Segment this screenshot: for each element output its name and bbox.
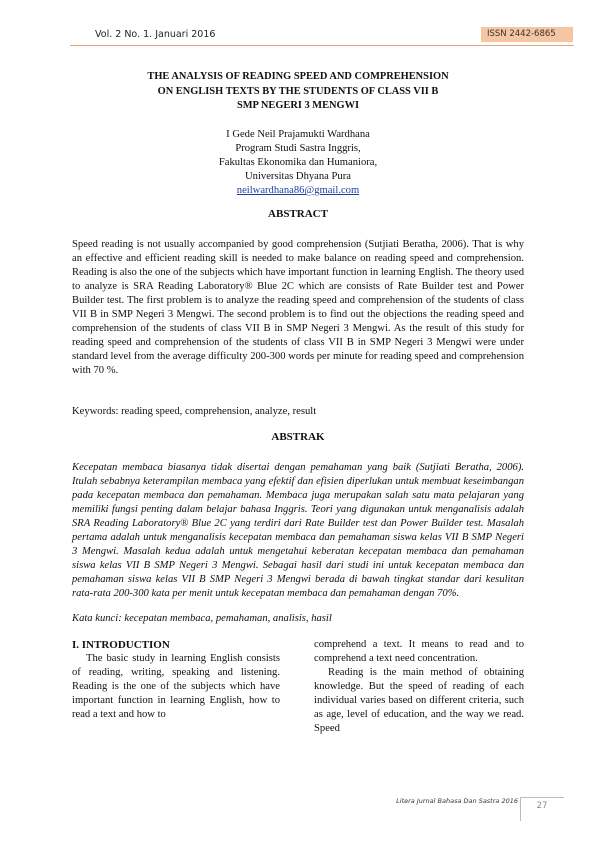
- intro-paragraph-2: Reading is the main method of obtaining knowledge. But the speed of reading of each individual varies based on different criteria, such as age, level of education, and the way we read. Speed: [314, 667, 524, 734]
- author-name: I Gede Neil Prajamukti Wardhana: [226, 129, 370, 140]
- paper-title: [72, 70, 524, 114]
- keywords: Keywords: reading speed, comprehension, analyze, result: [72, 406, 317, 417]
- abstract-heading: ABSTRACT: [268, 208, 328, 220]
- kata-kunci: Kata kunci: kecepatan membaca, pemahaman, analisis, hasil: [72, 613, 332, 624]
- author-program: Program Studi Sastra Inggris,: [235, 143, 361, 154]
- introduction-heading: I. INTRODUCTION: [72, 639, 170, 651]
- author-email-link[interactable]: neilwardhana86@gmail.com: [236, 185, 360, 196]
- title-line-1: THE ANALYSIS OF READING SPEED AND COMPREHENSION: [147, 71, 449, 82]
- author-faculty: Fakultas Ekonomika dan Humaniora,: [218, 157, 378, 168]
- author-block: [72, 128, 524, 198]
- intro-paragraph-1: The basic study in learning English consists of reading, writing, speaking and listening. Reading is the one of the subjects which have important function in learning English, how to read a text and how to: [72, 653, 280, 720]
- intro-right-column: [314, 638, 524, 736]
- intro-left-column: [72, 638, 280, 722]
- abstract-body: Speed reading is not usually accompanied by good comprehension (Sutjiati Beratha, 2006). That is why an effective and efficient reading skill is needed to make balance on reading speed and comprehension. Reading is also the one of the subjects which have important function in learning English. The theory used to analyze is SRA Reading Laboratory® Blue 2C which are consists of Rate Builder test and Power Builder test. The first problem is to analyze the reading speed and comprehension of the students of class VII B in SMP Negeri 3 Mengwi. The second problem is to find out the objections the reading speed and comprehension of the students of class VII B in SMP Negeri 3 Mengwi. As the result of this study for reading speed and comprehension of the students of class VII B in SMP Negeri 3 Mengwi were under standard level from the average difficulty 200-300 words per minute for reading speed and comprehension with 70 %.: [72, 239, 524, 376]
- header-divider: [70, 45, 574, 46]
- author-university: Universitas Dhyana Pura: [245, 171, 351, 182]
- title-line-3: SMP NEGERI 3 MENGWI: [236, 100, 360, 111]
- intro-paragraph-1-continued: comprehend a text. It means to read and to comprehend a text need concentration.: [314, 639, 524, 664]
- title-line-2: ON ENGLISH TEXTS BY THE STUDENTS OF CLASS VII B: [157, 85, 439, 97]
- footer-journal-name: Litera Jurnal Bahasa Dan Sastra 2016: [396, 797, 518, 805]
- journal-volume: Vol. 2 No. 1. Januari 2016: [95, 29, 216, 40]
- page-number: 27: [536, 801, 548, 811]
- abstrak-heading: ABSTRAK: [271, 431, 325, 443]
- issn-badge: ISSN 2442-6865: [481, 27, 573, 42]
- abstrak-body: Kecepatan membaca biasanya tidak disertai dengan pemahaman yang baik (Sutjiati Beratha, 2006). Itulah sebabnya keterampilan membaca yang efektif dan efisien diperlukan untuk membuat keseimbangan pada kecepatan membaca dan pemahaman. Membaca juga merupakan salah satu mata pelajaran yang memiliki fungsi penting dalam belajar bahasa Inggris. Teori yang digunakan untuk menganalisis adalah SRA Reading Laboratory® Blue 2C yang terdiri dari Rate Builder test dan Power Builder test. Masalah pertama adalah untuk menganalisis kecepatan membaca dan pemahaman siswa kelas VII B SMP Negeri 3 Mengwi. Masalah kedua adalah untuk mengetahui keberatan kecepatan membaca dan pemahaman siswa kelas VII B SMP Negeri 3 Mengwi. Sebagai hasil dari studi ini untuk kecepatan membaca dan pemahaman siswa kelas VII B SMP Negeri 3 Mengwi berada di bawah tingkat standar dari kesulitan rata-rata 200-300 kata per menit untuk kecepatan membaca dan pemahaman dengan 70%.: [72, 462, 524, 599]
